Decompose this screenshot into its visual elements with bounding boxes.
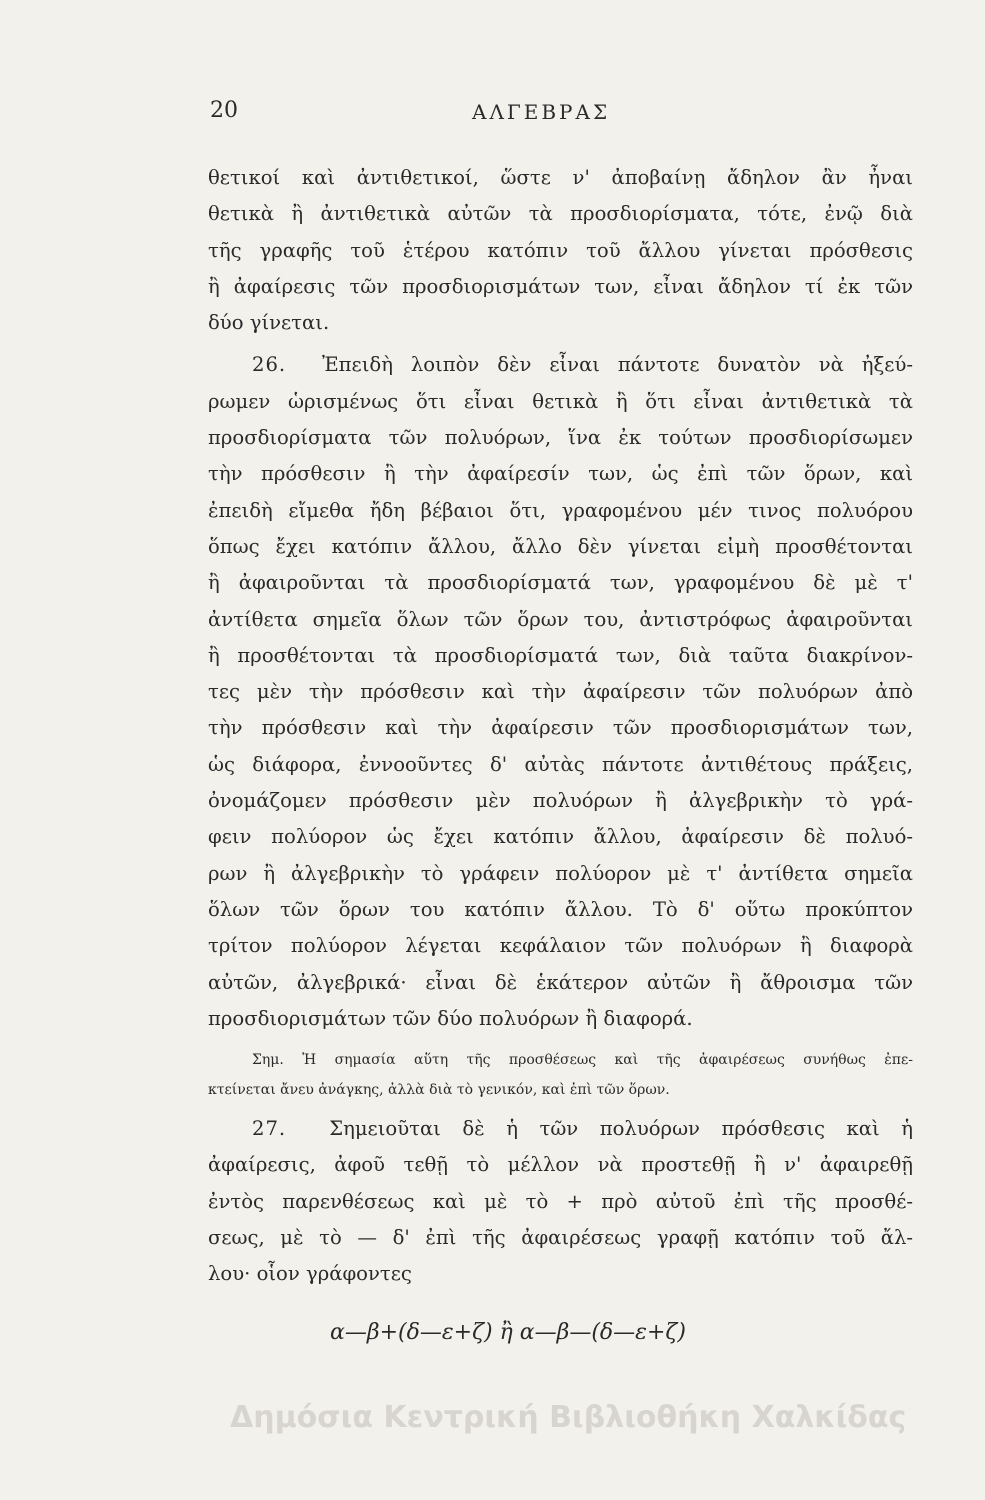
formula: α—β+(δ—ε+ζ) ἢ α—β—(δ—ε+ζ) xyxy=(330,1320,686,1345)
section-27-paragraph xyxy=(208,1111,913,1292)
text-line: τρίτον πολύορον λέγεται κεφάλαιον τῶν πολυόρων ἢ διαφορὰ xyxy=(208,934,913,958)
page-number: 20 xyxy=(210,98,238,123)
page-header xyxy=(210,98,910,138)
section-number: 26. xyxy=(252,353,287,377)
text-line: ρωμεν ὡρισμένως ὅτι εἶναι θετικὰ ἢ ὅτι εἶναι ἀντιθετικὰ τὰ xyxy=(208,389,913,413)
text-line: προσδιορισμάτων τῶν δύο πολυόρων ἢ διαφορά. xyxy=(208,1006,693,1030)
text-line: προσδιορίσματα τῶν πολυόρων, ἵνα ἐκ τούτων προσδιορίσωμεν xyxy=(208,426,913,450)
text-line: ὡς διάφορα, ἐννοοῦντες δ' αὐτὰς πάντοτε ἀντιθέτους πράξεις, xyxy=(208,752,913,776)
note-line: Σημ. Ἡ σημασία αὕτη τῆς προσθέσεως καὶ τῆς ἀφαιρέσεως συνήθως ἐπε- xyxy=(252,1052,913,1069)
text-line: ὅπως ἔχει κατόπιν ἄλλου, ἄλλο δὲν γίνεται εἰμὴ προσθέτονται xyxy=(208,534,913,558)
text-line: ὀνομάζομεν πρόσθεσιν μὲν πολυόρων ἢ ἀλγεβρικὴν τὸ γρά- xyxy=(208,789,913,813)
text-line: ἐντὸς παρενθέσεως καὶ μὲ τὸ + πρὸ αὐτοῦ ἐπὶ τῆς προσθέ- xyxy=(208,1189,913,1213)
text-line: λου· οἷον γράφοντες xyxy=(208,1262,412,1286)
text-line: τες μὲν τὴν πρόσθεσιν καὶ τὴν ἀφαίρεσιν τῶν πολυόρων ἀπὸ xyxy=(208,680,913,704)
text-line: ἢ προσθέτονται τὰ προσδιορίσματά των, διὰ ταῦτα διακρίνον- xyxy=(208,643,913,667)
text-line: ἢ ἀφαιροῦνται τὰ προσδιορίσματά των, γραφομένου δὲ μὲ τ' xyxy=(208,571,913,595)
text-line: φειν πολύορον ὡς ἔχει κατόπιν ἄλλου, ἀφαίρεσιν δὲ πολυό- xyxy=(208,825,913,849)
text-line: ρων ἢ ἀλγεβρικὴν τὸ γράφειν πολύορον μὲ τ' ἀντίθετα σημεῖα xyxy=(208,861,913,885)
footnote xyxy=(208,1045,913,1105)
intro-paragraph xyxy=(208,160,913,341)
text-line: αὐτῶν, ἀλγεβρικά· εἶναι δὲ ἑκάτερον αὐτῶν ἢ ἄθροισμα τῶν xyxy=(208,970,913,994)
running-title: ΑΛΓΕΒΡΑΣ xyxy=(472,100,611,124)
library-watermark: Δημόσια Κεντρική Βιβλιοθήκη Χαλκίδας xyxy=(230,1400,907,1435)
text-line: ἐπειδὴ εἴμεθα ἤδη βέβαιοι ὅτι, γραφομένου μέν τινος πολυόρου xyxy=(208,498,913,522)
text-line: ἀντίθετα σημεῖα ὅλων τῶν ὅρων του, ἀντιστρόφως ἀφαιροῦνται xyxy=(208,607,913,631)
text-line: τὴν πρόσθεσιν καὶ τὴν ἀφαίρεσιν τῶν προσδιορισμάτων των, xyxy=(208,716,913,740)
text-line: δύο γίνεται. xyxy=(208,311,330,335)
body-text xyxy=(208,160,913,1293)
text-line xyxy=(208,1111,913,1147)
section-first-line: Σημειοῦται δὲ ἡ τῶν πολυόρων πρόσθεσις καὶ ἡ xyxy=(329,1117,913,1141)
section-first-line: Ἐπειδὴ λοιπὸν δὲν εἶναι πάντοτε δυνατὸν νὰ ἠξεύ- xyxy=(321,353,913,377)
section-26-paragraph xyxy=(208,347,913,1037)
text-line: τὴν πρόσθεσιν ἢ τὴν ἀφαίρεσίν των, ὡς ἐπὶ τῶν ὅρων, καὶ xyxy=(208,462,913,486)
text-line: τῆς γραφῆς τοῦ ἑτέρου κατόπιν τοῦ ἄλλου γίνεται πρόσθεσις xyxy=(208,238,913,262)
text-line: ὅλων τῶν ὅρων του κατόπιν ἄλλου. Τὸ δ' οὕτω προκύπτον xyxy=(208,897,913,921)
text-line xyxy=(208,347,913,383)
text-line: θετικὰ ἢ ἀντιθετικὰ αὐτῶν τὰ προσδιορίσματα, τότε, ἐνῷ διὰ xyxy=(208,202,913,226)
text-line: θετικοί καὶ ἀντιθετικοί, ὥστε ν' ἀποβαίνῃ ἄδηλον ἂν ἦναι xyxy=(208,166,913,189)
text-line: σεως, μὲ τὸ — δ' ἐπὶ τῆς ἀφαιρέσεως γραφῇ κατόπιν τοῦ ἄλ- xyxy=(208,1226,913,1250)
text-line: ἢ ἀφαίρεσις τῶν προσδιορισμάτων των, εἶναι ἄδηλον τί ἐκ τῶν xyxy=(208,274,913,298)
section-number: 27. xyxy=(252,1117,287,1141)
text-line: ἀφαίρεσις, ἀφοῦ τεθῇ τὸ μέλλον νὰ προστεθῇ ἢ ν' ἀφαιρεθῇ xyxy=(208,1153,913,1177)
note-line: κτείνεται ἄνευ ἀνάγκης, ἀλλὰ διὰ τὸ γενικόν, καὶ ἐπὶ τῶν ὅρων. xyxy=(208,1082,670,1099)
